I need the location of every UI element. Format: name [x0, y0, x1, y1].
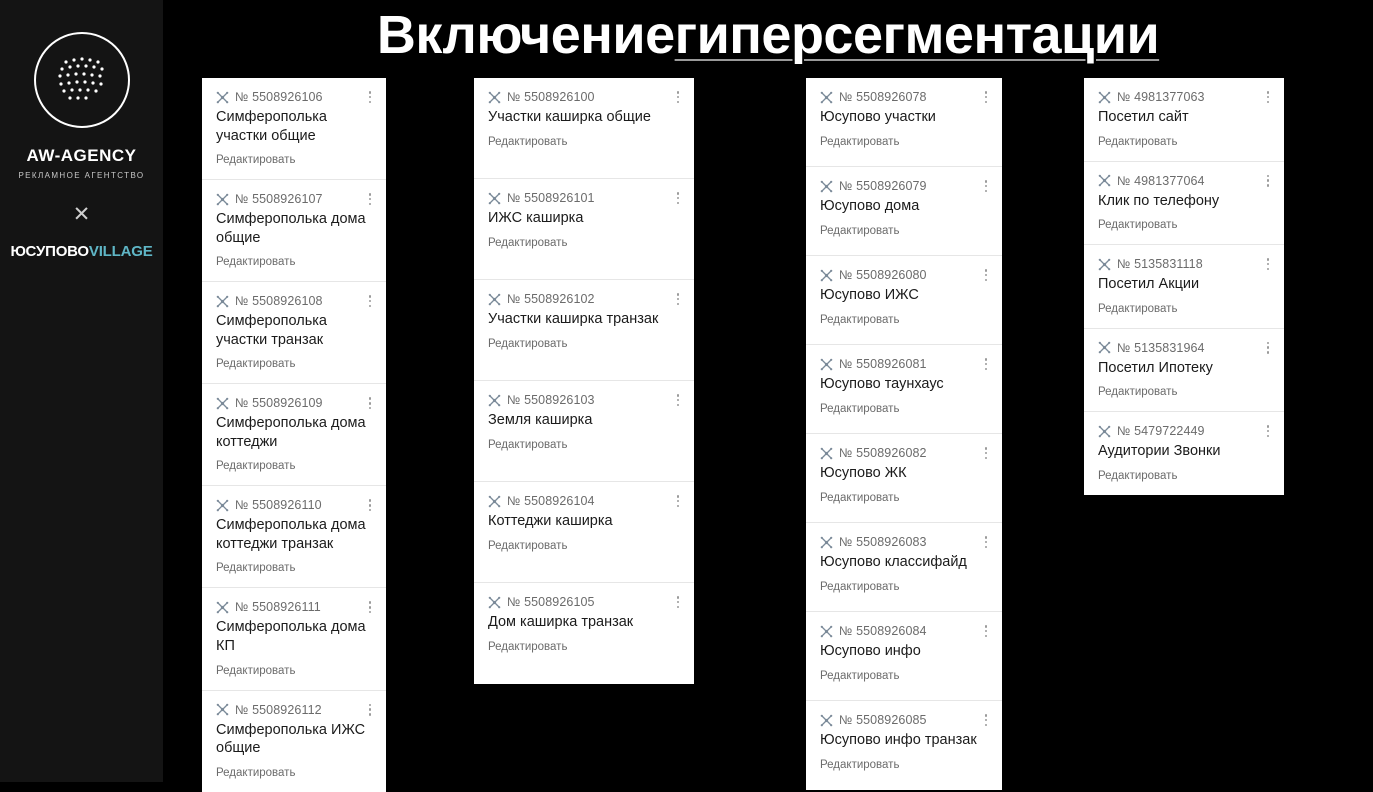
card-menu-icon[interactable]	[1262, 89, 1274, 105]
card-menu-icon[interactable]	[980, 178, 992, 194]
card-number: № 5508926080	[839, 268, 927, 282]
card-header	[820, 624, 988, 638]
card-header	[1098, 174, 1270, 188]
segment-card[interactable]	[202, 486, 386, 588]
card-number: № 5508926103	[507, 393, 595, 407]
edit-link[interactable]: Редактировать	[488, 236, 568, 249]
card-header	[820, 713, 988, 727]
card-number: № 5508926111	[235, 600, 321, 615]
card-menu-icon[interactable]	[1262, 173, 1274, 189]
segment-icon	[1098, 425, 1111, 438]
partner-name-part1: ЮСУПОВО	[10, 243, 89, 260]
card-menu-icon[interactable]	[364, 191, 376, 207]
card-menu-icon[interactable]	[980, 445, 992, 461]
card-number: № 5508926101	[507, 191, 595, 205]
card-menu-icon[interactable]	[364, 89, 376, 105]
segment-icon	[820, 91, 833, 104]
card-menu-icon[interactable]	[980, 712, 992, 728]
edit-link[interactable]: Редактировать	[216, 154, 296, 167]
edit-link[interactable]: Редактировать	[820, 758, 900, 771]
card-number: № 5508926107	[235, 192, 323, 207]
card-header	[216, 396, 372, 410]
edit-link[interactable]: Редактировать	[216, 562, 296, 575]
segment-card[interactable]	[202, 384, 386, 486]
card-number: № 5508926104	[507, 494, 595, 508]
card-number: № 5135831964	[1117, 340, 1205, 355]
page-title-highlight: гиперсегментации	[674, 5, 1160, 65]
card-title: Юсупово участки	[820, 109, 936, 125]
card-number: № 5508926100	[507, 90, 595, 104]
edit-link[interactable]: Редактировать	[488, 539, 568, 552]
card-title: Аудитории Звонки	[1098, 443, 1221, 460]
card-number: № 5508926105	[507, 595, 595, 609]
segment-icon	[820, 180, 833, 193]
card-menu-icon[interactable]	[672, 291, 684, 307]
edit-link[interactable]: Редактировать	[216, 664, 296, 677]
edit-link[interactable]: Редактировать	[488, 640, 568, 653]
card-title: Симферополька участки транзак	[216, 313, 328, 348]
card-menu-icon[interactable]	[364, 702, 376, 718]
segment-card[interactable]	[806, 345, 1002, 434]
card-header	[488, 595, 680, 609]
partner-name-part2: VILLAGE	[88, 243, 153, 260]
edit-link[interactable]: Редактировать	[1098, 135, 1178, 148]
card-header	[1098, 341, 1270, 355]
card-title: Участки каширка общие	[488, 109, 651, 125]
card-header	[488, 191, 680, 205]
segment-icon	[1098, 341, 1111, 354]
card-header	[820, 268, 988, 282]
edit-link[interactable]: Редактировать	[820, 135, 900, 148]
card-menu-icon[interactable]	[1262, 256, 1274, 272]
segment-icon	[216, 193, 229, 206]
card-number: № 5508926106	[235, 90, 323, 104]
edit-link[interactable]: Редактировать	[820, 669, 900, 682]
card-number: № 4981377064	[1117, 173, 1205, 188]
segment-icon	[488, 293, 501, 306]
page-title-prefix: Включение	[376, 5, 675, 65]
segment-column	[474, 78, 694, 684]
segment-card[interactable]	[806, 701, 1002, 790]
card-title: Посетил сайт	[1098, 109, 1189, 125]
edit-link[interactable]: Редактировать	[820, 224, 900, 237]
card-header	[488, 90, 680, 104]
card-number: № 5508926085	[839, 713, 927, 727]
card-menu-icon[interactable]	[672, 89, 684, 105]
card-header	[1098, 257, 1270, 271]
segment-icon	[488, 596, 501, 609]
edit-link[interactable]: Редактировать	[1098, 219, 1178, 232]
edit-link[interactable]: Редактировать	[820, 313, 900, 326]
segment-card[interactable]	[202, 588, 386, 690]
segment-card[interactable]	[474, 381, 694, 482]
edit-link[interactable]: Редактировать	[1098, 469, 1178, 482]
edit-link[interactable]: Редактировать	[488, 337, 568, 350]
card-number: № 5508926102	[507, 292, 595, 306]
card-number: № 5508926084	[839, 624, 927, 638]
segment-icon	[1098, 91, 1111, 104]
segment-icon	[820, 625, 833, 638]
segment-card[interactable]	[806, 434, 1002, 523]
page-title	[163, 0, 1373, 70]
segment-card[interactable]	[202, 180, 386, 282]
segment-icon	[216, 91, 229, 104]
card-number: № 4981377063	[1117, 90, 1205, 104]
segment-card[interactable]	[806, 523, 1002, 612]
brand-subtitle: РЕКЛАМНОЕ АГЕНТСТВО	[18, 171, 145, 180]
card-header	[488, 292, 680, 306]
segment-card[interactable]	[806, 612, 1002, 701]
card-title: Симферополька участки общие	[216, 109, 328, 144]
card-number: № 5508926108	[235, 294, 323, 309]
card-header	[216, 600, 372, 614]
card-number: № 5508926110	[235, 498, 322, 513]
card-menu-icon[interactable]	[672, 190, 684, 206]
card-title: Юсупово дома	[820, 198, 920, 214]
edit-link[interactable]: Редактировать	[216, 256, 296, 269]
card-title: Симферополька дома КП	[216, 619, 366, 655]
card-title: Земля каширка	[488, 412, 593, 428]
card-number: № 5508926078	[839, 90, 927, 104]
card-header	[216, 90, 372, 104]
card-header	[820, 179, 988, 193]
edit-link[interactable]: Редактировать	[1098, 386, 1178, 399]
segment-icon	[820, 358, 833, 371]
card-header	[488, 494, 680, 508]
card-title: Юсупово инфо транзак	[820, 732, 977, 748]
card-menu-icon[interactable]	[364, 599, 376, 615]
card-menu-icon[interactable]	[672, 594, 684, 610]
segment-card[interactable]	[202, 78, 386, 180]
segment-icon	[488, 91, 501, 104]
segment-icon	[1098, 174, 1111, 187]
card-number: № 5508926079	[839, 179, 927, 193]
edit-link[interactable]: Редактировать	[216, 766, 296, 779]
card-menu-icon[interactable]	[364, 497, 376, 513]
cross-icon: ✕	[72, 203, 91, 226]
segment-icon	[216, 703, 229, 716]
edit-link[interactable]: Редактировать	[820, 491, 900, 504]
card-header	[820, 90, 988, 104]
segment-column	[202, 78, 386, 792]
card-title: Посетил Ипотеку	[1098, 359, 1213, 376]
card-menu-icon[interactable]	[672, 493, 684, 509]
segment-card[interactable]	[806, 167, 1002, 256]
card-title: Симферополька ИЖС общие	[216, 721, 366, 757]
card-header	[1098, 424, 1270, 438]
edit-link[interactable]: Редактировать	[488, 135, 568, 148]
card-menu-icon[interactable]	[980, 267, 992, 283]
segment-icon	[488, 495, 501, 508]
segment-card[interactable]	[1084, 245, 1284, 329]
card-title: Юсупово ИЖС	[820, 287, 919, 303]
segment-card[interactable]	[474, 482, 694, 583]
card-title: Симферополька дома коттеджи транзак	[216, 517, 366, 552]
segment-card[interactable]	[806, 78, 1002, 167]
segment-icon	[1098, 258, 1111, 271]
segment-card[interactable]	[202, 282, 386, 384]
card-title: Посетил Акции	[1098, 276, 1200, 293]
card-title: Юсупово инфо	[820, 643, 921, 659]
card-menu-icon[interactable]	[980, 356, 992, 372]
card-menu-icon[interactable]	[364, 293, 376, 309]
card-title: Клик по телефону	[1098, 192, 1220, 209]
card-menu-icon[interactable]	[1262, 340, 1274, 356]
edit-link[interactable]: Редактировать	[216, 460, 296, 473]
card-header	[820, 446, 988, 460]
card-menu-icon[interactable]	[672, 392, 684, 408]
segment-icon	[488, 394, 501, 407]
edit-link[interactable]: Редактировать	[1098, 302, 1178, 315]
segment-icon	[820, 714, 833, 727]
card-header	[1098, 90, 1270, 104]
segment-card[interactable]	[1084, 78, 1284, 162]
segment-icon	[820, 536, 833, 549]
card-title: Симферополька дома коттеджи	[216, 415, 366, 450]
card-number: № 5508926109	[235, 396, 323, 411]
card-title: Дом каширка транзак	[488, 614, 634, 630]
card-number: № 5508926082	[839, 446, 927, 460]
card-menu-icon[interactable]	[364, 395, 376, 411]
card-header	[488, 393, 680, 407]
segment-card[interactable]	[806, 256, 1002, 345]
segment-column	[1084, 78, 1284, 495]
card-header	[820, 535, 988, 549]
segment-icon	[216, 397, 229, 410]
segment-card[interactable]	[1084, 412, 1284, 495]
card-number: № 5508926112	[235, 702, 322, 717]
card-title: Симферополька дома общие	[216, 211, 366, 246]
segment-icon	[216, 499, 229, 512]
card-title: ИЖС каширка	[488, 210, 584, 226]
card-title: Юсупово таунхаус	[820, 376, 944, 392]
segment-icon	[820, 447, 833, 460]
card-header	[820, 357, 988, 371]
agency-logo-icon	[30, 28, 134, 132]
edit-link[interactable]: Редактировать	[488, 438, 568, 451]
card-menu-icon[interactable]	[980, 534, 992, 550]
card-number: № 5135831118	[1117, 257, 1203, 272]
card-menu-icon[interactable]	[980, 89, 992, 105]
brand-name: AW-AGENCY	[26, 146, 137, 165]
card-number: № 5479722449	[1117, 424, 1205, 439]
segment-card[interactable]	[474, 583, 694, 684]
segment-card[interactable]	[1084, 162, 1284, 246]
card-header	[216, 703, 372, 717]
segment-icon	[488, 192, 501, 205]
card-header	[216, 192, 372, 206]
segment-card[interactable]	[474, 280, 694, 381]
card-number: № 5508926083	[839, 535, 927, 549]
segment-card[interactable]	[1084, 329, 1284, 413]
card-title: Коттеджи каширка	[488, 513, 613, 529]
edit-link[interactable]: Редактировать	[216, 358, 296, 371]
edit-link[interactable]: Редактировать	[820, 402, 900, 415]
card-header	[216, 498, 372, 512]
segment-card[interactable]	[202, 691, 386, 792]
brand-panel	[0, 0, 163, 782]
partner-logo	[10, 243, 152, 260]
card-title: Юсупово классифайд	[820, 554, 967, 570]
card-title: Юсупово ЖК	[820, 465, 907, 481]
segment-card[interactable]	[474, 179, 694, 280]
card-menu-icon[interactable]	[1262, 423, 1274, 439]
segment-icon	[216, 601, 229, 614]
card-number: № 5508926081	[839, 357, 927, 371]
card-menu-icon[interactable]	[980, 623, 992, 639]
segment-icon	[820, 269, 833, 282]
segment-icon	[216, 295, 229, 308]
segment-card[interactable]	[474, 78, 694, 179]
card-header	[216, 294, 372, 308]
edit-link[interactable]: Редактировать	[820, 580, 900, 593]
segment-column	[806, 78, 1002, 790]
card-title: Участки каширка транзак	[488, 311, 659, 327]
